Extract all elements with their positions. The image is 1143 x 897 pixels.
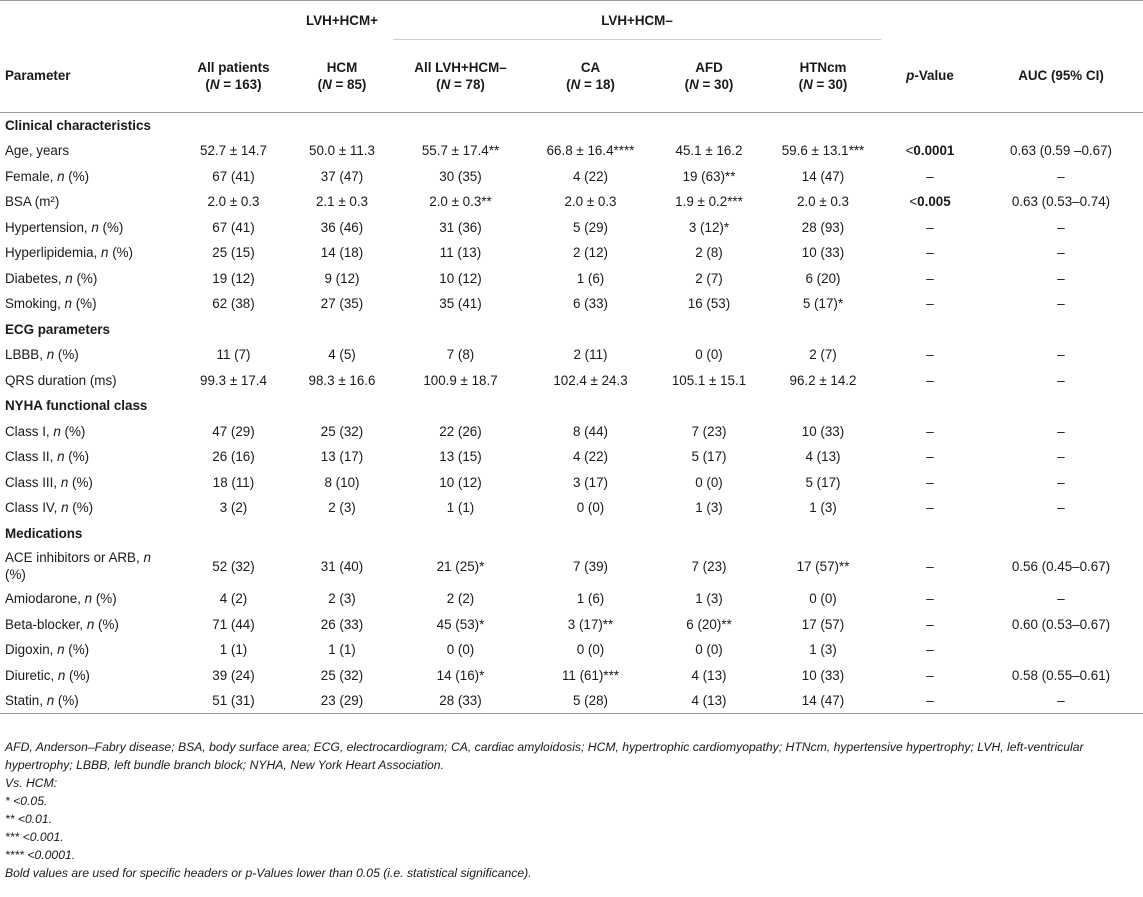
row-label: Female, n (%) (5, 168, 90, 184)
table-cell: 67 (41) (212, 168, 255, 184)
table-cell: 21 (25)* (436, 558, 485, 574)
group-header-lvh-hcm-pos: LVH+HCM+ (306, 12, 378, 28)
table-cell: – (1057, 245, 1065, 261)
row-label: BSA (m²) (5, 194, 60, 210)
table-cell: 45.1 ± 16.2 (675, 143, 743, 159)
table-cell: 8 (10) (324, 474, 360, 490)
column-header-n: (N = 18) (566, 77, 615, 92)
table-cell: 0.63 (0.59 –0.67) (1010, 143, 1112, 159)
table-row (0, 586, 1143, 612)
table-cell: 39 (24) (212, 667, 255, 683)
table-cell: 0 (0) (695, 474, 723, 490)
footnote-line: **** <0.0001. (5, 848, 76, 862)
table-cell: – (1057, 270, 1065, 286)
table-cell: 99.3 ± 17.4 (200, 372, 267, 388)
table-cell: 51 (31) (212, 693, 255, 708)
table-cell: 5 (17) (805, 474, 841, 490)
table-cell: 52 (32) (212, 558, 255, 574)
column-header-all-patients (176, 40, 291, 113)
row-label: Class I, n (%) (5, 423, 86, 439)
table-cell: 1 (3) (695, 500, 723, 516)
table-cell: – (926, 474, 934, 490)
table-cell: 96.2 ± 14.2 (789, 372, 857, 388)
table-row (0, 470, 1143, 496)
table-cell: – (926, 168, 934, 184)
column-header-name: AFD (695, 60, 723, 75)
table-cell: 6 (33) (573, 296, 608, 312)
table-row (0, 291, 1143, 317)
table-cell: 0 (0) (446, 642, 475, 658)
footnote-line: * <0.05. (5, 794, 48, 808)
table-cell: 3 (17) (573, 474, 608, 490)
table-cell: 14 (16)* (436, 667, 485, 683)
table-cell: 11 (13) (439, 245, 482, 261)
column-header-afd (653, 40, 765, 113)
table-cell: 4 (22) (573, 168, 608, 184)
table-row (0, 612, 1143, 638)
table-cell: – (1057, 347, 1065, 363)
table-cell: 5 (29) (573, 219, 608, 235)
table-cell: 2 (8) (695, 245, 723, 261)
column-header-parameter: Parameter (5, 68, 71, 84)
table-cell: 2 (3) (328, 500, 356, 516)
row-label: LBBB, n (%) (5, 347, 79, 363)
table-cell: 62 (38) (212, 296, 255, 312)
table-cell: – (1057, 219, 1065, 235)
table-row (0, 444, 1143, 470)
table-cell: 7 (39) (573, 558, 608, 574)
column-header-name: CA (580, 60, 601, 75)
table-cell: 31 (40) (320, 558, 364, 574)
row-label: Class III, n (%) (5, 474, 93, 490)
table-row (0, 138, 1143, 164)
table-cell: 10 (33) (801, 245, 845, 261)
table-cell: 0.63 (0.53–0.74) (1011, 194, 1111, 210)
table-cell: 4 (13) (691, 693, 727, 708)
table-cell: 3 (12)* (688, 219, 730, 235)
column-header-name: HCM (326, 59, 358, 75)
table-cell: 25 (32) (320, 423, 364, 439)
section-title: NYHA functional class (5, 398, 148, 414)
table-cell: – (926, 372, 934, 388)
footnote-line: Vs. HCM: (5, 776, 58, 790)
row-label: Class IV, n (%) (5, 500, 94, 516)
table-cell: – (1057, 372, 1065, 388)
table-cell: 14 (47) (801, 693, 845, 708)
table-cell: 19 (63)** (682, 168, 736, 184)
table-cell: 4 (13) (691, 667, 727, 683)
table-cell: <0.0001 (905, 143, 955, 159)
table-cell: – (1057, 500, 1065, 516)
column-header-n: (N = 163) (205, 76, 262, 92)
column-header-p-value: p-Value (906, 68, 954, 84)
section-row (0, 113, 1143, 139)
table-cell: 31 (36) (439, 219, 482, 235)
table-cell: 0 (0) (695, 347, 723, 363)
table-cell: 14 (47) (801, 168, 845, 184)
table-cell: 4 (5) (328, 347, 356, 363)
column-header-name: All LVH+HCM– (414, 60, 507, 75)
column-header-htncm (765, 40, 881, 113)
table-cell: 18 (11) (212, 474, 255, 490)
table-row (0, 368, 1143, 394)
table-cell: 1 (3) (695, 591, 723, 607)
table-cell: – (926, 423, 934, 439)
table-cell: 7 (23) (691, 423, 727, 439)
table-cell: 66.8 ± 16.4**** (546, 143, 635, 159)
table-cell: 47 (29) (212, 423, 255, 439)
table-cell: 17 (57) (801, 616, 845, 632)
table-cell: 55.7 ± 17.4** (421, 143, 500, 159)
table-row (0, 215, 1143, 241)
row-label: ACE inhibitors or ARB, n (%) (5, 550, 151, 582)
footnote-line: Bold values are used for specific headers or p-Values lower than 0.05 (i.e. statistical significance). (5, 866, 532, 880)
table-cell: 5 (17)* (802, 296, 844, 312)
row-label: Diabetes, n (%) (5, 270, 98, 286)
column-header-auc: AUC (95% CI) (1018, 68, 1104, 84)
table-cell: 10 (33) (801, 667, 845, 683)
table-cell: 5 (17) (691, 449, 727, 465)
footnotes (5, 738, 1138, 882)
table-cell: 36 (46) (320, 219, 364, 235)
table-cell: 13 (15) (439, 449, 482, 465)
table-row (0, 419, 1143, 445)
table-cell: 10 (12) (439, 474, 482, 490)
table-cell: 25 (15) (212, 245, 255, 261)
table-cell: – (926, 558, 934, 574)
section-title: ECG parameters (5, 321, 110, 337)
table-cell: 3 (2) (219, 500, 248, 516)
table-cell: 28 (33) (439, 693, 482, 708)
table-cell: – (926, 642, 934, 658)
table-cell: 11 (61)*** (561, 667, 620, 683)
table-cell: 26 (16) (212, 449, 255, 465)
row-label: Statin, n (%) (5, 693, 79, 708)
table-cell: 2 (3) (328, 591, 356, 607)
column-header-name: All patients (197, 59, 270, 75)
table-cell: 2 (12) (573, 245, 608, 261)
table-cell: 1 (6) (576, 591, 605, 607)
table-cell: – (926, 500, 934, 516)
table-row (0, 342, 1143, 368)
table-cell: – (926, 296, 934, 312)
section-row (0, 317, 1143, 343)
row-label: Hyperlipidemia, n (%) (5, 245, 134, 261)
table-cell: – (926, 219, 934, 235)
table-cell: 1.9 ± 0.2*** (675, 194, 743, 210)
table-cell: 23 (29) (320, 693, 364, 708)
table-cell: 0 (0) (576, 642, 605, 658)
table-cell: 2 (7) (809, 347, 837, 363)
section-title: Clinical characteristics (5, 118, 151, 133)
table-cell: 71 (44) (212, 616, 255, 632)
table-cell: 7 (23) (691, 558, 727, 574)
table-cell: 28 (93) (801, 219, 845, 235)
table-cell: 2.0 ± 0.3 (796, 194, 850, 210)
table-cell: 98.3 ± 16.6 (308, 372, 376, 388)
table-cell: 19 (12) (212, 270, 255, 286)
table-cell: 11 (7) (216, 347, 251, 363)
section-row (0, 393, 1143, 419)
column-header-name: HTNcm (799, 60, 847, 75)
table-cell: – (1057, 449, 1065, 465)
table-cell: 2 (11) (573, 347, 608, 363)
table-cell: – (1057, 591, 1065, 607)
row-label: Smoking, n (%) (5, 296, 97, 312)
table-cell: 59.6 ± 13.1*** (781, 143, 865, 159)
table-row (0, 266, 1143, 292)
column-header-n: (N = 85) (317, 76, 367, 92)
table-cell: 102.4 ± 24.3 (553, 372, 628, 388)
table-row (0, 189, 1143, 215)
table-cell: – (1057, 474, 1065, 490)
row-label: Beta-blocker, n (%) (5, 616, 119, 632)
table-cell: – (1057, 168, 1065, 184)
table-cell: 22 (26) (439, 423, 482, 439)
table-cell: 13 (17) (320, 449, 364, 465)
table-row (0, 240, 1143, 266)
table-cell: 14 (18) (320, 245, 364, 261)
table-cell: 10 (33) (801, 423, 845, 439)
table-cell: 100.9 ± 18.7 (423, 372, 498, 388)
table-cell: 2.0 ± 0.3 (207, 194, 260, 210)
table-cell: 27 (35) (320, 296, 364, 312)
table-cell: 52.7 ± 14.7 (200, 143, 267, 159)
row-label: Digoxin, n (%) (5, 642, 90, 658)
table-cell: 105.1 ± 15.1 (671, 372, 747, 388)
section-title: Medications (5, 525, 83, 541)
column-header-ca (528, 40, 653, 113)
table-cell: 0 (0) (576, 500, 605, 516)
table-cell: 0 (0) (809, 591, 837, 607)
table-cell: 1 (1) (219, 642, 248, 658)
table-row (0, 637, 1143, 663)
row-label: Amiodarone, n (%) (5, 591, 117, 607)
footnote-line: ** <0.01. (5, 812, 53, 826)
column-header-n: (N = 30) (684, 77, 734, 92)
table-cell: 0.56 (0.45–0.67) (1011, 558, 1111, 574)
table-cell: – (926, 693, 934, 708)
table-cell: 5 (28) (573, 693, 608, 708)
table-cell: 1 (1) (446, 500, 475, 516)
table-row (0, 688, 1143, 714)
table-cell: 1 (1) (328, 642, 356, 658)
column-header-all-lvh-hcm- (393, 40, 528, 113)
table-cell: 45 (53)* (436, 616, 485, 632)
row-label: QRS duration (ms) (5, 372, 117, 388)
table-cell: – (926, 449, 934, 465)
table-cell: 1 (6) (576, 270, 605, 286)
row-label: Class II, n (%) (5, 449, 90, 465)
table-cell: 2 (7) (695, 270, 723, 286)
table-cell: 0.60 (0.53–0.67) (1011, 616, 1111, 632)
table-cell: 6 (20) (805, 270, 841, 286)
table-cell: <0.005 (909, 194, 951, 210)
group-header-lvh-hcm-neg: LVH+HCM– (393, 1, 881, 40)
table-cell: 1 (3) (809, 642, 837, 658)
table-row (0, 546, 1143, 586)
footnote-line: AFD, Anderson–Fabry disease; BSA, body surface area; ECG, electrocardiogram; CA, cardiac amyloidosis; HCM, hypertrophic cardiomyopathy; HTNcm, hypertensive hypertrophy; LVH, left-ventricular hypertrophy; LBBB, left bundle branch block; NYHA, New York Heart Association. (5, 740, 1084, 772)
table-cell: 26 (33) (320, 616, 364, 632)
table-cell: 2.0 ± 0.3** (429, 194, 492, 210)
table-cell: 3 (17)** (567, 616, 614, 632)
table-cell: 4 (2) (219, 591, 248, 607)
table-cell: 50.0 ± 11.3 (309, 143, 375, 159)
table-cell: 35 (41) (439, 296, 482, 312)
column-header-n: (N = 78) (436, 77, 485, 92)
table-cell: 6 (20)** (686, 616, 732, 632)
row-label: Hypertension, n (%) (5, 219, 124, 235)
row-label: Diuretic, n (%) (5, 667, 90, 683)
column-header-n: (N = 30) (798, 77, 848, 92)
table-cell: 4 (22) (573, 449, 608, 465)
row-label: Age, years (5, 143, 70, 159)
table-cell: – (1057, 296, 1065, 312)
table-cell: 7 (8) (446, 347, 475, 363)
table-cell: – (1057, 693, 1065, 708)
table-cell: 9 (12) (324, 270, 360, 286)
table-cell: – (926, 347, 934, 363)
table-cell (979, 637, 1143, 663)
table-cell: 25 (32) (320, 667, 364, 683)
table-cell: 10 (12) (439, 270, 482, 286)
section-row (0, 521, 1143, 547)
table-cell: 17 (57)** (796, 558, 850, 574)
table-cell: – (926, 245, 934, 261)
table-cell: – (926, 270, 934, 286)
table-cell: 1 (3) (809, 500, 837, 516)
column-header-hcm (291, 40, 393, 113)
table-cell: 8 (44) (573, 423, 608, 439)
table-cell: – (926, 616, 934, 632)
table-cell: 2 (2) (446, 591, 475, 607)
table-cell: 2.1 ± 0.3 (315, 194, 369, 210)
table-cell: 30 (35) (439, 168, 482, 184)
table-cell: 37 (47) (320, 168, 364, 184)
table-row (0, 495, 1143, 521)
table-cell: 2.0 ± 0.3 (564, 194, 617, 210)
table-row (0, 663, 1143, 689)
table-cell: – (926, 591, 934, 607)
table-cell: 16 (53) (687, 296, 731, 312)
table-cell: 67 (41) (212, 219, 255, 235)
footnote-line: *** <0.001. (5, 830, 64, 844)
table-cell: 0 (0) (695, 642, 723, 658)
table-cell: 4 (13) (805, 449, 841, 465)
table-row (0, 164, 1143, 190)
table-cell: – (926, 667, 934, 683)
table-cell: 0.58 (0.55–0.61) (1011, 667, 1111, 683)
table-cell: – (1057, 423, 1065, 439)
